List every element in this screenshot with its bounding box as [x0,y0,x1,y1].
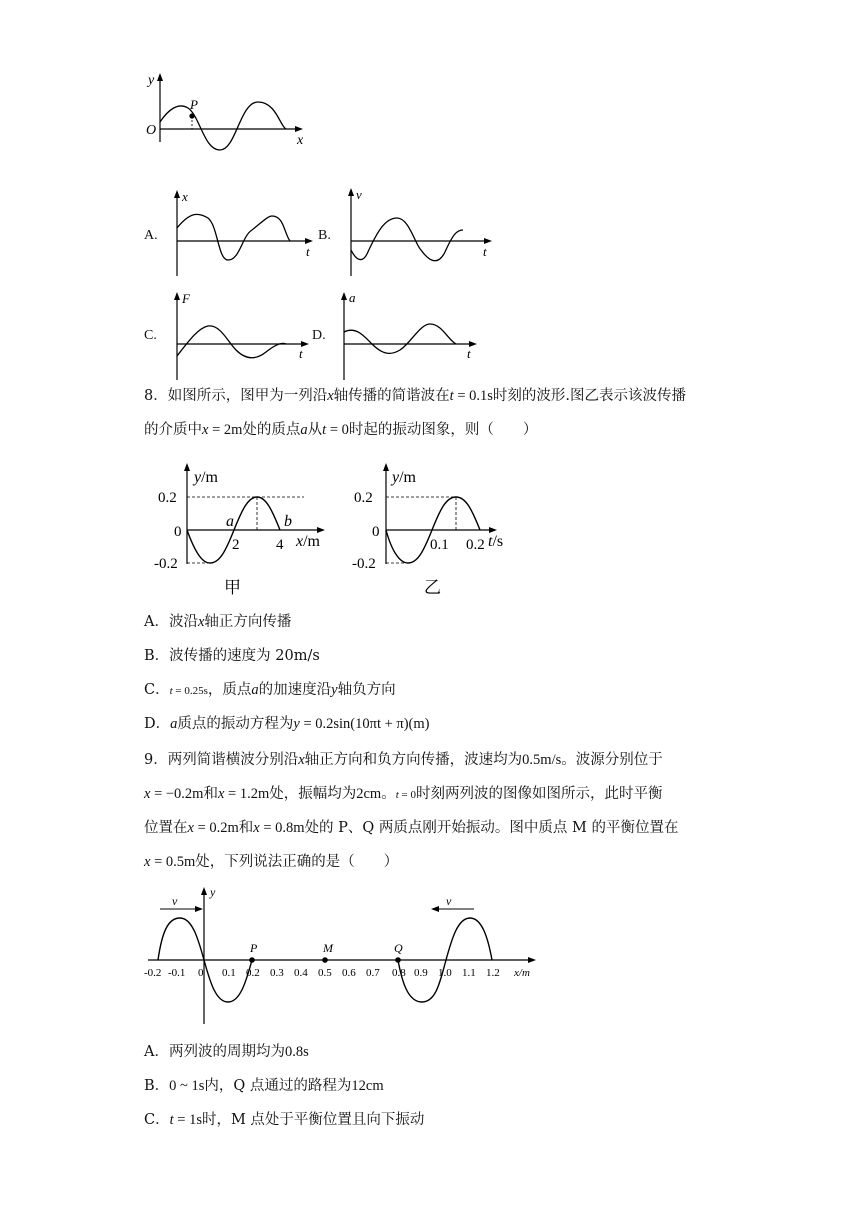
q7-option-a-letter[interactable]: A. [144,228,158,243]
q8-yi-y-axis: y/m [392,469,416,486]
q9-tick-11: 1.1 [462,967,476,979]
q8-yi-y-bottom: -0.2 [352,556,376,572]
q8-jia-tick-4: 4 [276,537,284,553]
q9-tick-01: 0.1 [222,967,236,979]
q8-yi-y-zero: 0 [372,524,380,540]
q7-option-d-graph[interactable] [338,290,488,382]
q9-point-q [395,957,401,963]
q9-v-left: v [172,894,178,908]
q9-tick-12: 1.2 [486,967,500,979]
q7-option-b-letter[interactable]: B. [318,228,331,243]
q8-jia-y-zero: 0 [174,524,182,540]
q9-tick-08: 0.8 [392,967,406,979]
q9-option-a[interactable]: A．两列波的周期均为0.8s [144,1044,309,1060]
q9-option-c[interactable]: C．t = 1s时，M 点处于平衡位置且向下振动 [144,1112,425,1128]
q9-label-p: P [250,941,258,955]
q8-option-a[interactable]: A．波沿x轴正方向传播 [144,614,292,630]
q9-label-q: Q [394,941,403,955]
q8-figure-yi [336,462,521,597]
q7-wave-figure [140,70,320,150]
q8-jia-caption: 甲 [224,578,241,597]
q9-v-right: v [446,894,452,908]
q9-tick-05: 0.5 [318,967,332,979]
q9-tick-07: 0.7 [366,967,380,979]
q9-point-p [249,957,255,963]
q9-point-m [322,957,328,963]
q8-yi-x-axis: t/s [488,533,504,550]
q9-tick-10: 1.0 [438,967,452,979]
q7-y-label: y [148,73,155,88]
q7-option-d-letter[interactable]: D. [312,328,326,343]
q8-yi-y-top: 0.2 [354,490,373,506]
q9-x-label: x/m [514,967,530,979]
q9-stem-line-1: 9．两列简谐横波分别沿x轴正方向和负方向传播，波速均为0.5m/s。波源分别位于 [144,752,663,768]
q8-jia-x-axis: x/m [296,533,320,550]
q7-option-c-t-label: t [299,346,303,361]
q9-stem-line-3: 位置在x = 0.2m和x = 0.8m处的 P、Q 两质点刚开始振动。图中质点 M 的平衡位置在 [144,820,679,836]
q9-wave-figure [140,882,540,1032]
q9-stem-line-2: x = −0.2m和x = 1.2m处，振幅均为2cm。t = 0时刻两列波的图像如图所示，此时平衡 [144,786,663,802]
q9-tick-09: 0.9 [414,967,428,979]
q7-option-b-t-label: t [483,244,487,259]
q7-option-d-y-label: a [349,290,356,305]
q9-tick-m02: -0.2 [144,967,162,979]
q8-jia-point-b: b [284,513,292,530]
q8-stem-line-1: 8．如图所示，图甲为一列沿x轴传播的简谐波在t = 0.1s时刻的波形.图乙表示该波传播 [144,388,687,404]
q7-option-a-graph[interactable] [172,188,322,278]
q9-tick-labels [144,967,500,979]
q9-y-label: y [210,885,216,899]
q9-option-b[interactable]: B．0 ~ 1s内，Q 点通过的路程为12cm [144,1078,384,1094]
q7-option-c-graph[interactable] [172,290,320,382]
q8-option-d[interactable]: D．a质点的振动方程为y = 0.2sin(10πt + π)(m) [144,716,430,732]
q7-point-p [189,113,194,118]
q8-jia-y-bottom: -0.2 [154,556,178,572]
q7-wave-curve [160,102,286,150]
q8-jia-y-top: 0.2 [158,490,177,506]
q9-tick-02: 0.2 [246,967,260,979]
q7-origin-label: O [146,123,157,138]
q8-stem-line-2: 的介质中x = 2m处的质点a从t = 0时起的振动图象，则（ ） [144,422,538,438]
q8-jia-tick-2: 2 [232,537,240,553]
q8-yi-tick-01: 0.1 [430,537,449,553]
q9-stem-line-4: x = 0.5m处，下列说法正确的是（ ） [144,854,399,870]
q9-tick-m01: -0.1 [168,967,186,979]
q7-option-a-t-label: t [306,244,310,259]
q9-tick-06: 0.6 [342,967,356,979]
q8-figure-jia [150,462,335,597]
q9-tick-03: 0.3 [270,967,284,979]
q8-option-b[interactable]: B．波传播的速度为 20m/s [144,648,320,664]
q7-option-b-y-label: v [356,187,362,202]
q7-option-a-y-label: x [182,189,188,204]
q7-p-label: P [190,97,198,112]
q9-tick-0: 0 [198,967,204,979]
q8-jia-y-axis: y/m [194,469,218,486]
q8-yi-tick-02: 0.2 [466,537,485,553]
q8-jia-point-a: a [226,513,234,530]
q9-tick-04: 0.4 [294,967,308,979]
q7-option-d-t-label: t [467,346,471,361]
q7-x-label: x [297,133,304,148]
q8-option-c[interactable]: C．t = 0.25s，质点a的加速度沿y轴负方向 [144,682,396,698]
q8-yi-caption: 乙 [424,578,441,597]
q7-option-b-graph[interactable] [345,186,500,278]
q7-option-c-letter[interactable]: C. [144,328,157,343]
q9-label-m: M [323,941,333,955]
q7-option-c-y-label: F [182,291,190,306]
